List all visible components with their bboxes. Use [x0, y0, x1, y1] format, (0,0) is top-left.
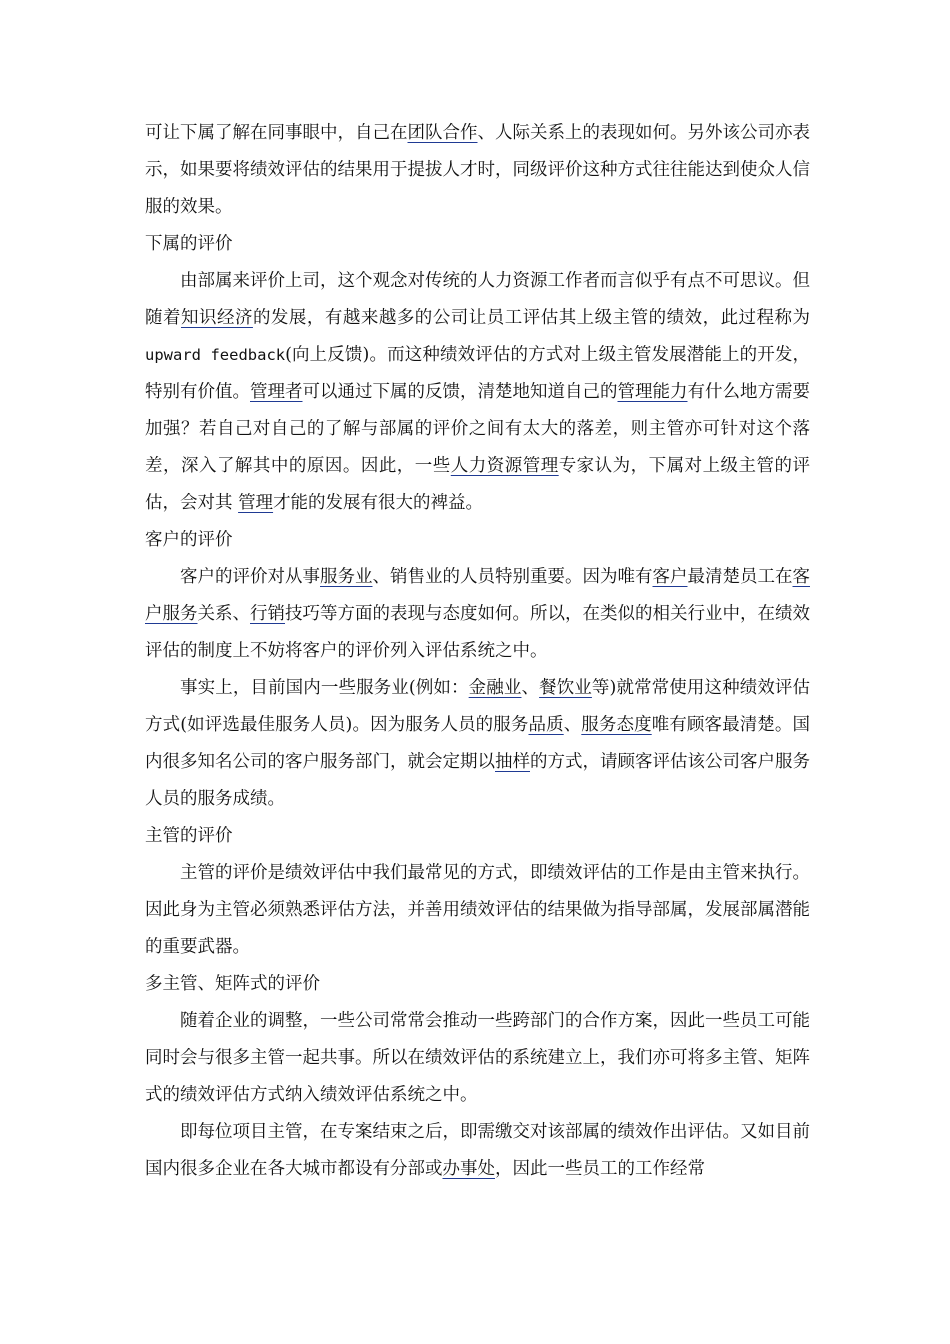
link-customer[interactable]: 客户	[652, 567, 688, 587]
heading-customer-review: 客户的评价	[145, 530, 233, 550]
link-knowledge-economy[interactable]: 知识经济	[180, 308, 253, 328]
heading-matrix-review: 多主管、矩阵式的评价	[145, 974, 320, 994]
link-service-industry[interactable]: 服务业	[320, 567, 373, 587]
paragraph-matrix-review-example: 即每位项目主管，在专案结束之后，即需缴交对该部属的绩效作出评估。又如目前国内很多企业在各大城市都设有分部或办事处，因此一些员工的工作经常	[145, 1122, 810, 1179]
link-manager[interactable]: 管理者	[250, 382, 303, 402]
link-quality[interactable]: 品质	[528, 715, 564, 735]
link-team-cooperation[interactable]: 团队合作	[407, 123, 478, 143]
paragraph-matrix-review: 随着企业的调整，一些公司常常会推动一些跨部门的合作方案，因此一些员工可能同时会与很多主管一起共事。所以在绩效评估的系统建立上，我们亦可将多主管、矩阵式的绩效评估方式纳入绩效评估系统之中。	[145, 1011, 810, 1105]
term-upward-feedback: upward feedback	[145, 346, 286, 364]
link-finance-industry[interactable]: 金融业	[468, 678, 522, 698]
link-catering-industry[interactable]: 餐饮业	[539, 678, 592, 698]
link-management-ability[interactable]: 管理能力	[617, 382, 688, 402]
link-management[interactable]: 管理	[238, 493, 274, 513]
paragraph-subordinate-review: 由部属来评价上司，这个观念对传统的人力资源工作者而言似乎有点不可思议。但随着知识经济的发展，有越来越多的公司让员工评估其上级主管的绩效，此过程称为upward feedback(向上反馈)。而这种绩效评估的方式对上级主管发展潜能上的开发，特别有价值。管理者可以通过下属的反馈，清楚地知道自己的管理能力有什么地方需要加强？若自己对自己的了解与部属的评价之间有太大的落差，则主管亦可针对这个落差，深入了解其中的原因。因此，一些人力资源管理专家认为，下属对上级主管的评估，会对其 管理才能的发展有很大的裨益。	[145, 271, 811, 513]
paragraph-customer-review: 客户的评价对从事服务业、销售业的人员特别重要。因为唯有客户最清楚员工在客户服务关系、行销技巧等方面的表现与态度如何。所以，在类似的相关行业中，在绩效评估的制度上不妨将客户的评价列入评估系统之中。	[145, 567, 810, 661]
paragraph-peer-review-end: 可让下属了解在同事眼中，自己在团队合作、人际关系上的表现如何。另外该公司亦表示，如果要将绩效评估的结果用于提拔人才时，同级评价这种方式往往能达到使众人信服的效果。	[145, 123, 810, 217]
link-sampling[interactable]: 抽样	[495, 752, 530, 772]
paragraph-supervisor-review: 主管的评价是绩效评估中我们最常见的方式，即绩效评估的工作是由主管来执行。因此身为主管必须熟悉评估方法，并善用绩效评估的结果做为指导部属，发展部属潜能的重要武器。	[145, 863, 810, 957]
link-hr-management[interactable]: 人力资源管理	[450, 456, 559, 476]
link-branch-office[interactable]: 办事处	[442, 1159, 495, 1179]
heading-supervisor-review: 主管的评价	[145, 826, 233, 846]
heading-subordinate-review: 下属的评价	[145, 234, 233, 254]
document-page	[145, 115, 810, 1188]
link-customer-service[interactable]: 客户服务	[145, 567, 810, 624]
link-marketing[interactable]: 行销	[250, 604, 285, 624]
paragraph-customer-review-example: 事实上，目前国内一些服务业(例如：金融业、餐饮业等)就常常使用这种绩效评估方式(如评选最佳服务人员)。因为服务人员的服务品质、服务态度唯有顾客最清楚。国内很多知名公司的客户服务部门，就会定期以抽样的方式，请顾客评估该公司客户服务人员的服务成绩。	[145, 678, 811, 809]
link-service-attitude[interactable]: 服务态度	[581, 715, 652, 735]
